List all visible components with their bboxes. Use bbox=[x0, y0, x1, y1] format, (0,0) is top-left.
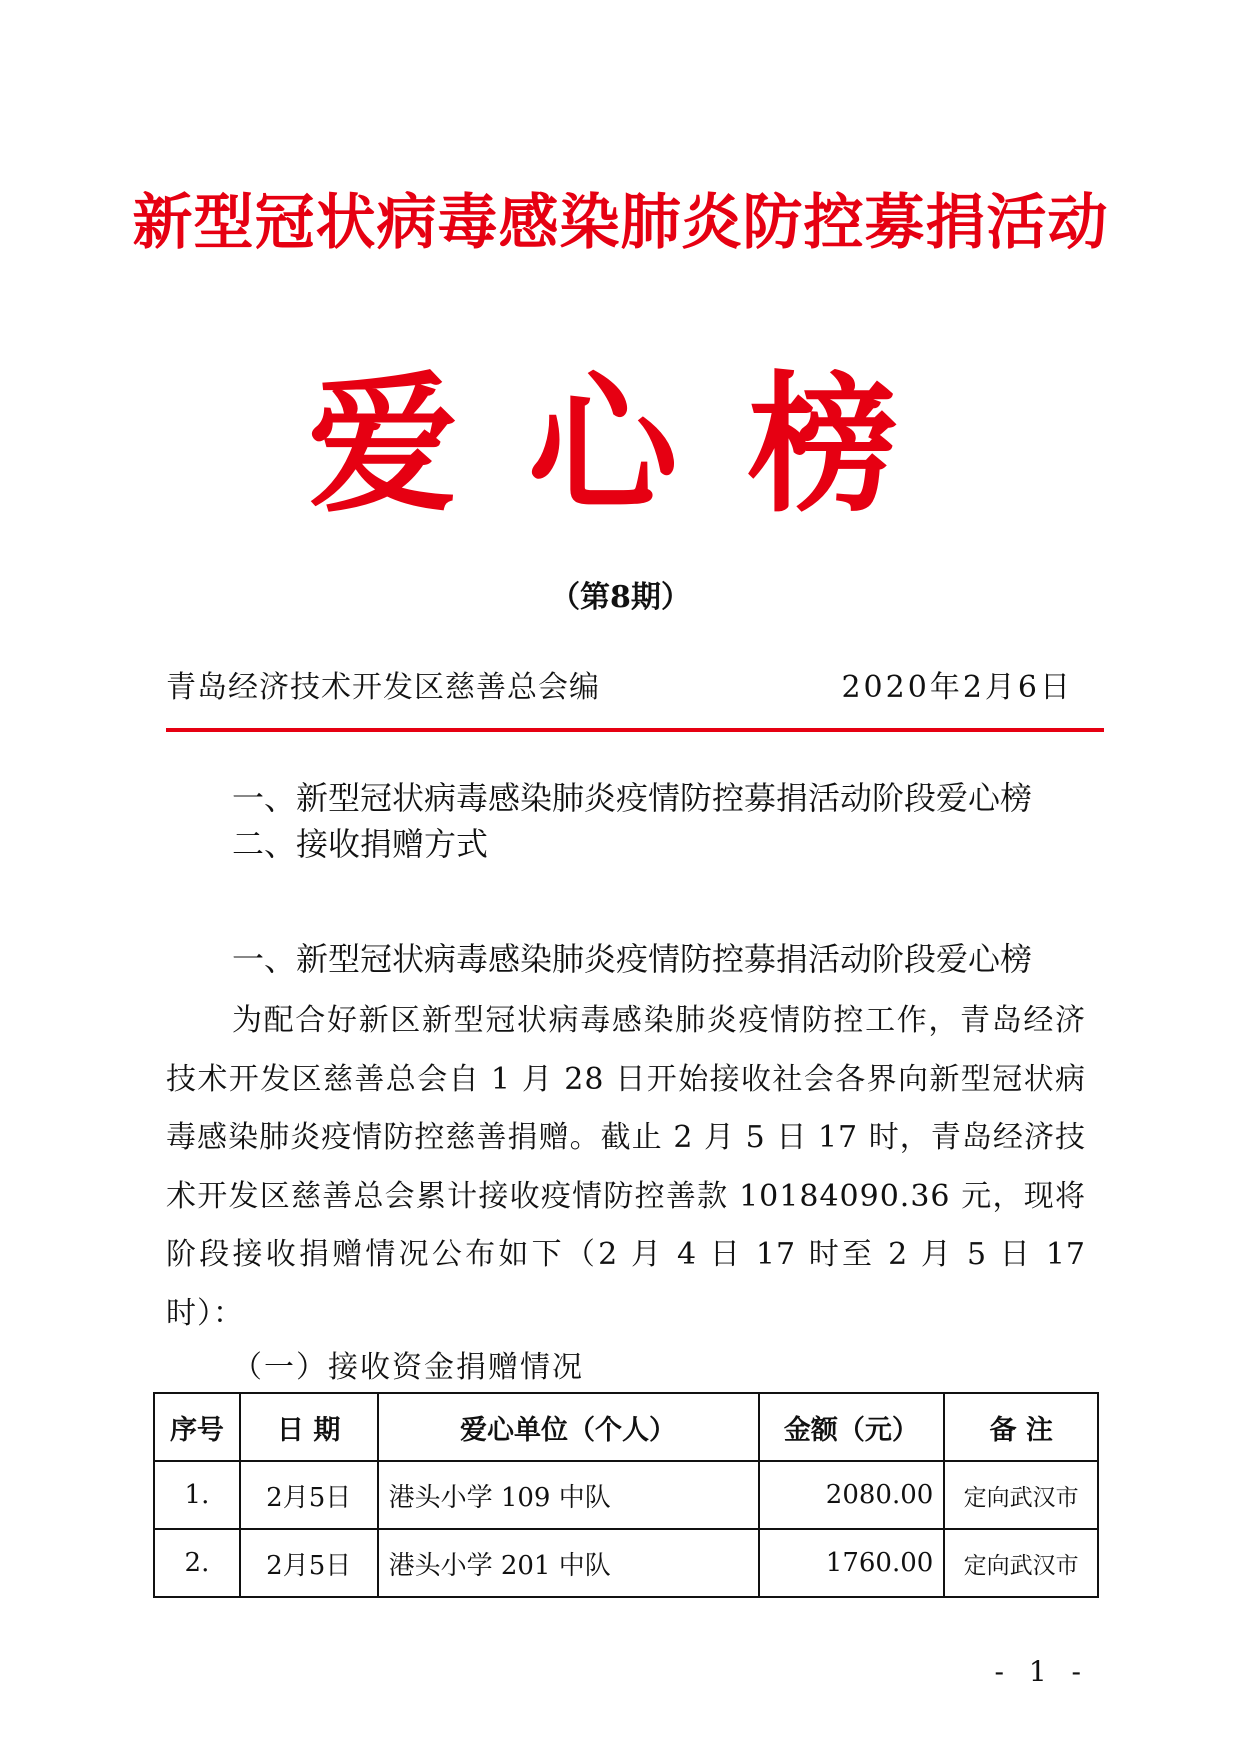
cell-no: 2. bbox=[154, 1529, 240, 1597]
cell-date: 2月5日 bbox=[240, 1461, 378, 1529]
publisher: 青岛经济技术开发区慈善总会编 bbox=[166, 670, 600, 705]
document-title: 新型冠状病毒感染肺炎防控募捐活动 bbox=[132, 188, 1109, 258]
header-cell-note: 备 注 bbox=[944, 1393, 1098, 1461]
cell-amount: 1760.00 bbox=[759, 1529, 945, 1597]
issue-number: （第8期） bbox=[550, 580, 691, 615]
header-divider bbox=[166, 728, 1104, 732]
cell-note: 定向武汉市 bbox=[944, 1461, 1098, 1529]
table-row bbox=[154, 1529, 1098, 1597]
donation-table bbox=[153, 1392, 1099, 1598]
header-cell-amount: 金额（元） bbox=[759, 1393, 945, 1461]
toc-item-1: 一、新型冠状病毒感染肺炎疫情防控募捐活动阶段爱心榜 bbox=[232, 779, 1033, 817]
section-heading: 一、新型冠状病毒感染肺炎疫情防控募捐活动阶段爱心榜 bbox=[232, 940, 1033, 978]
header-cell-no: 序号 bbox=[154, 1393, 240, 1461]
document-banner-title: 爱心榜 bbox=[307, 357, 968, 533]
cell-donor: 港头小学 109 中队 bbox=[378, 1461, 759, 1529]
publish-date: 2020年2月6日 bbox=[841, 670, 1073, 705]
page-number: - 1 - bbox=[994, 1655, 1089, 1688]
cell-amount: 2080.00 bbox=[759, 1461, 945, 1529]
cell-no: 1. bbox=[154, 1461, 240, 1529]
header-cell-date: 日 期 bbox=[240, 1393, 378, 1461]
cell-note: 定向武汉市 bbox=[944, 1529, 1098, 1597]
cell-donor: 港头小学 201 中队 bbox=[378, 1529, 759, 1597]
table-header-row bbox=[154, 1393, 1098, 1461]
toc-item-2: 二、接收捐赠方式 bbox=[232, 825, 489, 863]
subsection-heading: （一）接收资金捐赠情况 bbox=[232, 1350, 584, 1385]
cell-date: 2月5日 bbox=[240, 1529, 378, 1597]
header-cell-donor: 爱心单位（个人） bbox=[378, 1393, 759, 1461]
table-row bbox=[154, 1461, 1098, 1529]
section-paragraph: 为配合好新区新型冠状病毒感染肺炎疫情防控工作，青岛经济技术开发区慈善总会自 1 月 28 日开始接收社会各界向新型冠状病毒感染肺炎疫情防控慈善捐赠。截止 2 月 5 日 17 时，青岛经济技术开发区慈善总会累计接收疫情防控善款 10184090.36 元，现将阶段接收捐赠情况公布如下（2 月 4 日 17 时至 2 月 5 日 17 时）： bbox=[166, 1003, 1086, 1331]
